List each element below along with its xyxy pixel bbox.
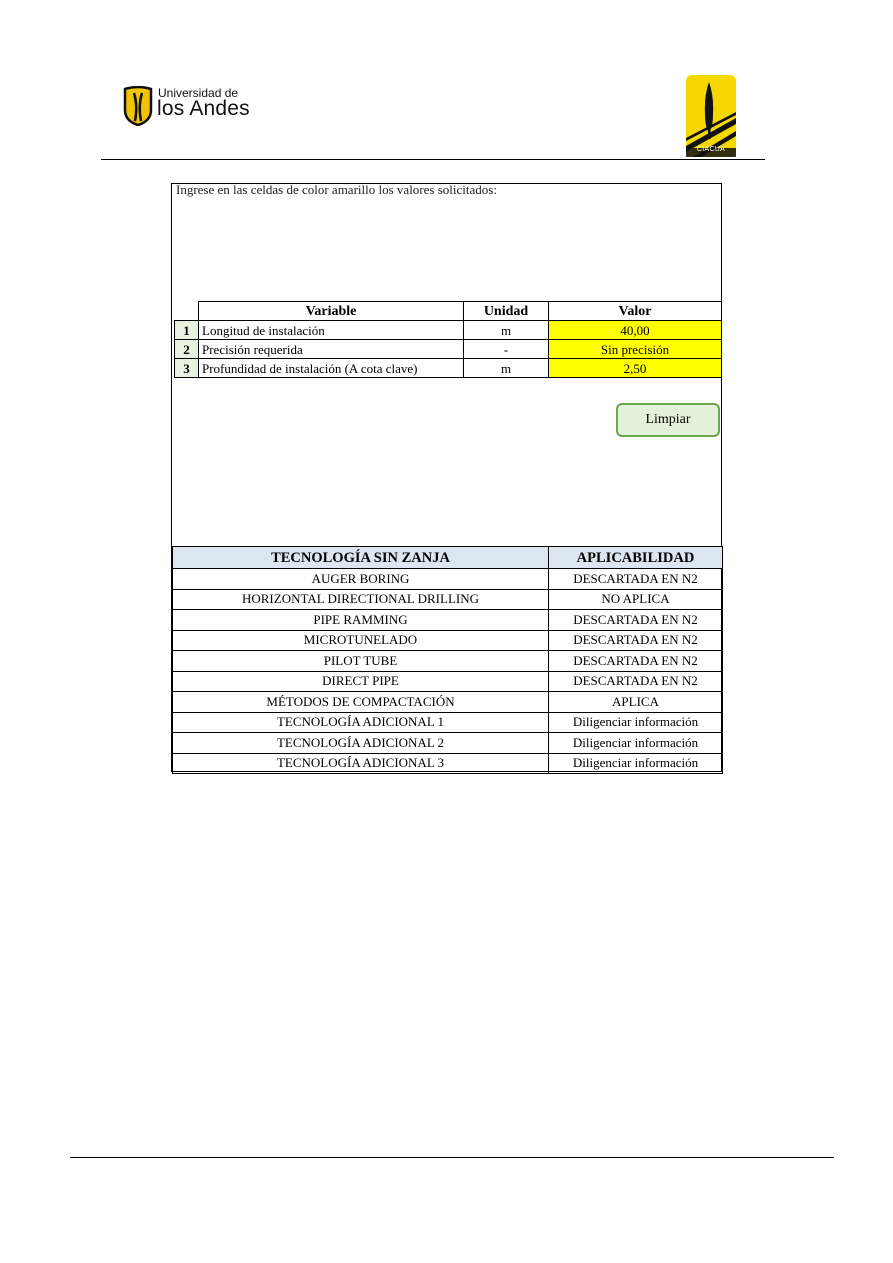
header-valor: Valor [549,302,722,321]
header-aplicabilidad: APLICABILIDAD [549,547,723,569]
variable-name: Profundidad de instalación (A cota clave) [199,359,464,378]
technology-name: PIPE RAMMING [173,610,549,631]
technology-name: HORIZONTAL DIRECTIONAL DRILLING [173,589,549,610]
technology-name: TECNOLOGÍA ADICIONAL 1 [173,712,549,733]
footer-rule [70,1157,834,1158]
technology-name: MÉTODOS DE COMPACTACIÓN [173,692,549,713]
technology-name: PILOT TUBE [173,651,549,672]
applicability-status: Diligenciar información [549,712,723,733]
technology-name: DIRECT PIPE [173,671,549,692]
universidad-de-los-andes-logo [122,86,262,126]
ciacua-logo-label: CIACUA [696,146,726,153]
technology-name: AUGER BORING [173,569,549,590]
table-row [173,692,723,713]
table-row [173,671,723,692]
applicability-status: NO APLICA [549,589,723,610]
header-variable: Variable [199,302,464,321]
variable-name: Longitud de instalación [199,321,464,340]
row-number: 3 [175,359,199,378]
precision-value-input[interactable]: Sin precisión [549,340,722,359]
technology-name: MICROTUNELADO [173,630,549,651]
input-row [175,340,722,359]
row-number: 1 [175,321,199,340]
header-unidad: Unidad [464,302,549,321]
table-row [173,712,723,733]
university-name-line2: los Andes [157,97,250,120]
header-tecnologia: TECNOLOGÍA SIN ZANJA [173,547,549,569]
applicability-status: DESCARTADA EN N2 [549,651,723,672]
table-row [173,610,723,631]
technology-name: TECNOLOGÍA ADICIONAL 3 [173,753,549,774]
applicability-status: DESCARTADA EN N2 [549,671,723,692]
table-row [173,651,723,672]
applicability-status: DESCARTADA EN N2 [549,630,723,651]
variable-name: Precisión requerida [199,340,464,359]
ciacua-logo [685,74,737,158]
table-row [173,589,723,610]
shield-emblem-icon [122,86,154,126]
longitud-value-input[interactable]: 40,00 [549,321,722,340]
table-row [173,569,723,590]
unit: - [464,340,549,359]
applicability-status: DESCARTADA EN N2 [549,569,723,590]
technology-name: TECNOLOGÍA ADICIONAL 2 [173,733,549,754]
applicability-status: DESCARTADA EN N2 [549,610,723,631]
profundidad-value-input[interactable]: 2,50 [549,359,722,378]
instruction-text: Ingrese en las celdas de color amarillo los valores solicitados: [176,182,497,197]
input-table-header-row [175,302,722,321]
unit: m [464,359,549,378]
results-header-row [173,547,723,569]
table-row [173,753,723,774]
header-rule [101,159,765,160]
row-number: 2 [175,340,199,359]
table-row [173,733,723,754]
university-name-line1: Universidad de [158,86,239,100]
applicability-status: Diligenciar información [549,753,723,774]
unit: m [464,321,549,340]
limpiar-button[interactable]: Limpiar [616,403,720,437]
applicability-status: Diligenciar información [549,733,723,754]
table-row [173,630,723,651]
applicability-status: APLICA [549,692,723,713]
input-row [175,321,722,340]
results-table [172,546,723,774]
input-row [175,359,722,378]
corner-cell [175,302,199,321]
input-table [174,301,722,378]
